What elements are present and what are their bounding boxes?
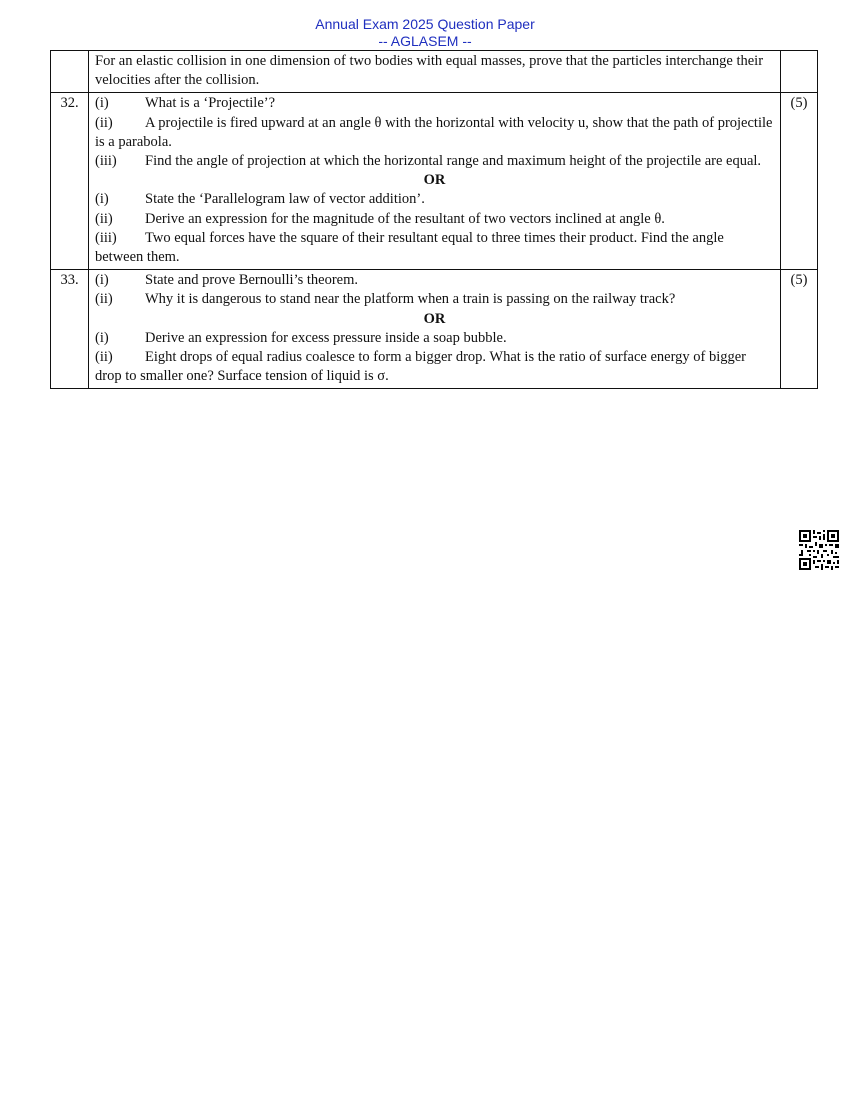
question-statement: For an elastic collision in one dimension of two bodies with equal masses, prove that the particles interchange their velocities after the collision. <box>95 53 764 89</box>
table-row <box>51 93 818 270</box>
sub-question <box>95 210 774 229</box>
sub-question <box>95 190 774 209</box>
sub-question <box>95 329 774 348</box>
sub-question-label: (i) <box>95 191 109 208</box>
sub-question-text: Derive an expression for excess pressure inside a soap bubble. <box>145 329 507 346</box>
question-number <box>51 51 89 93</box>
sub-question-text: State the ‘Parallelogram law of vector addition’. <box>145 191 425 208</box>
question-marks <box>781 51 818 93</box>
question-marks: (5) <box>781 270 818 389</box>
question-text <box>89 270 781 389</box>
question-text <box>89 51 781 93</box>
sub-question-text: Find the angle of projection at which the horizontal range and maximum height of the projectile are equal. <box>145 153 762 170</box>
question-text <box>89 93 781 270</box>
table-row <box>51 51 818 93</box>
sub-question <box>95 290 774 309</box>
sub-question <box>95 94 774 113</box>
page-header <box>0 16 850 50</box>
sub-question <box>95 152 774 171</box>
sub-question-text: Eight drops of equal radius coalesce to form a bigger drop. What is the ratio of surface energy of bigger drop to smaller one? Surface tension of liquid is σ. <box>95 349 747 385</box>
sub-question-label: (ii) <box>95 349 113 366</box>
sub-question-label: (i) <box>95 272 109 289</box>
sub-question-label: (iii) <box>95 153 117 170</box>
qr-code-icon <box>799 530 839 570</box>
question-number: 32. <box>51 93 89 270</box>
sub-question-label: (ii) <box>95 114 113 131</box>
sub-question-text: What is a ‘Projectile’? <box>145 95 276 112</box>
header-title: Annual Exam 2025 Question Paper <box>315 16 535 32</box>
question-table <box>50 50 818 389</box>
sub-question-text: Derive an expression for the magnitude of the resultant of two vectors inclined at angle θ. <box>145 210 665 227</box>
sub-question-text: Why it is dangerous to stand near the platform when a train is passing on the railway track? <box>145 291 676 308</box>
sub-question <box>95 271 774 290</box>
header-subtitle: -- AGLASEM -- <box>378 33 472 49</box>
sub-question-label: (iii) <box>95 229 117 246</box>
or-separator: OR <box>423 310 446 327</box>
sub-question-text: Two equal forces have the square of their resultant equal to three times their product. Find the angle between them. <box>95 229 724 266</box>
sub-question-label: (i) <box>95 329 109 346</box>
question-number: 33. <box>51 270 89 389</box>
sub-question <box>95 114 774 152</box>
or-separator: OR <box>423 172 446 189</box>
sub-question <box>95 348 774 386</box>
sub-question-label: (i) <box>95 95 109 112</box>
table-row <box>51 270 818 389</box>
question-marks: (5) <box>781 93 818 270</box>
sub-question-text: State and prove Bernoulli’s theorem. <box>145 272 359 289</box>
sub-question-label: (ii) <box>95 291 113 308</box>
sub-question <box>95 229 774 267</box>
sub-question-label: (ii) <box>95 210 113 227</box>
sub-question-text: A projectile is fired upward at an angle θ with the horizontal with velocity u, show that the path of projectile is a parabola. <box>95 114 773 150</box>
